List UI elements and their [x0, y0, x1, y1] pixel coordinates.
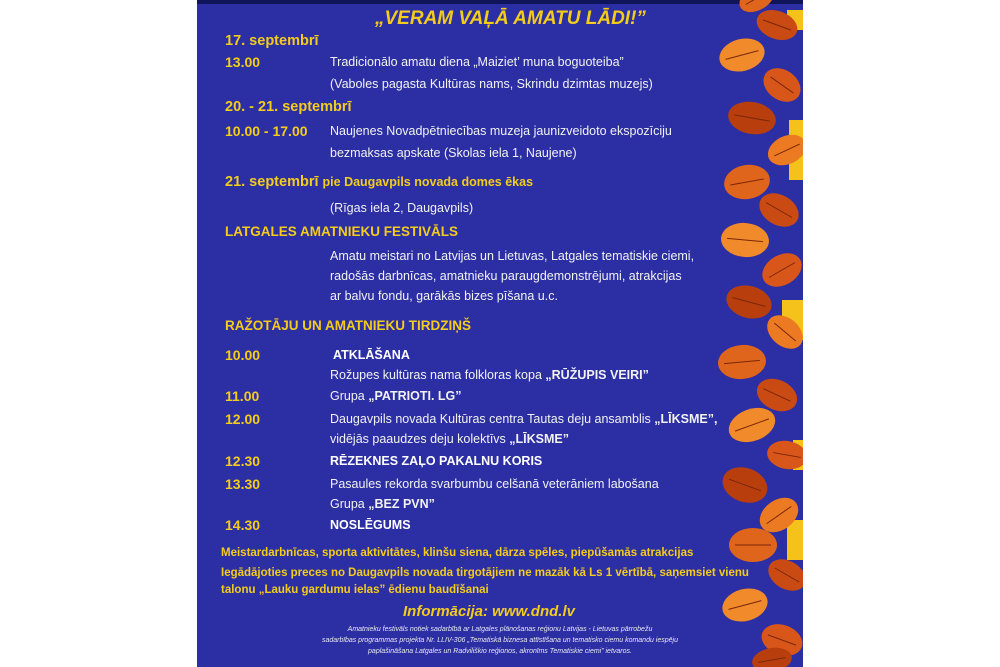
closing-label: NOSLĒGUMS — [330, 518, 411, 532]
notes-line3: talonu „Lauku gardumu ielas” ēdienu baudīšanai — [221, 584, 489, 596]
festival-heading: LATGALES AMATNIEKU FESTIVĀLS — [225, 224, 458, 239]
patrioti-name: „PATRIOTI. LG” — [368, 389, 462, 403]
bez-pvn-prefix: Grupa — [330, 497, 369, 511]
leaf — [756, 247, 803, 294]
time-10-00: 10.00 — [225, 347, 261, 363]
info-line: Informācija: www.dnd.lv — [403, 603, 575, 620]
folklore-group-name: „RŪŽUPIS VEIRI” — [545, 368, 649, 382]
sec2-line2: bezmaksas apskate (Skolas iela 1, Naujene) — [330, 146, 577, 160]
festival-line3: ar balvu fondu, garākās bizes pīšana u.c. — [330, 289, 558, 303]
venue-label: pie Daugavpils novada domes ēkas — [322, 175, 534, 189]
festival-line2: radošās darbnīcas, amatnieku paraugdemonstrējumi, atrakcijas — [330, 269, 682, 283]
notes-line2: Iegādājoties preces no Daugavpils novada tirgotājiem ne mazāk kā Ls 1 vērtībā, saņemsiet vienu — [221, 567, 749, 579]
date-21-september — [225, 174, 533, 190]
yellow-leaf-patch — [787, 520, 803, 560]
event-poster — [197, 0, 803, 667]
time-13-00: 13.00 — [225, 54, 261, 70]
sec1-line2: (Vaboles pagasta Kultūras nams, Skrindu dzimtas muzejs) — [330, 77, 653, 91]
time-12-30: 12.30 — [225, 453, 261, 469]
opening-label: ATKLĀŠANA — [333, 348, 410, 362]
market-heading: RAŽOTĀJU UN AMATNIEKU TIRDZIŅŠ — [225, 318, 471, 333]
date-20-21-september: 20. - 21. septembrī — [225, 99, 352, 115]
time-11-00: 11.00 — [225, 388, 260, 404]
record-line: Pasaules rekorda svarbumbu celšanā veterāniem labošana — [330, 477, 659, 491]
dance-ensemble-line — [330, 412, 717, 426]
time-13-30: 13.30 — [225, 476, 261, 492]
dance-ensemble-desc: Daugavpils novada Kultūras centra Tautas deju ansamblis — [330, 412, 655, 426]
time-12-00: 12.00 — [225, 411, 261, 427]
footer-line1: Amatnieku festivāls notiek sadarbībā ar Latgales plānošanas reģionu Latvijas - Lietuvas pārrobežu — [347, 626, 653, 633]
folklore-group-line — [330, 368, 649, 382]
time-10-17: 10.00 - 17.00 — [225, 123, 308, 139]
sec1-line1: Tradicionālo amatu diena „Maiziet’ muna boguoteiba” — [330, 55, 624, 69]
choir-label: RĒZEKNES ZAĻO PAKALNU KORIS — [330, 454, 543, 468]
leaf — [757, 61, 803, 109]
festival-line1: Amatu meistari no Latvijas un Lietuvas, Latgales tematiskie ciemi, — [330, 249, 695, 263]
sec2-line1: Naujenes Novadpētniecības muzeja jaunizveidoto ekspozīciju — [330, 124, 672, 138]
time-14-30: 14.30 — [225, 517, 261, 533]
bez-pvn-line — [330, 497, 435, 511]
footer-line3: paplašināšana Latgales un Radviliškio reģionos, akronīms Tematiskie ciemi” ietvaros. — [368, 648, 632, 655]
dance-collective-name: „LĪKSME” — [509, 432, 570, 446]
folklore-group-desc: Rožupes kultūras nama folkloras kopa — [330, 368, 546, 382]
date-17-september: 17. septembrī — [225, 33, 319, 49]
bez-pvn-name: „BEZ PVN” — [368, 497, 435, 511]
poster-title: „VERAM VAĻĀ AMATU LĀDI!” — [375, 8, 646, 29]
patrioti-line — [330, 389, 462, 403]
footer-line2: sadarbības programmas projekta Nr. LLIV-306 „Tematiskā biznesa attīstīšana un tematisko ciemu komandu iespēju — [321, 637, 678, 644]
dance-ensemble-name: „LĪKSME”, — [654, 412, 718, 426]
date-21-september-label: 21. septembrī — [225, 174, 319, 190]
dance-collective-desc: vidējās paaudzes deju kolektīvs — [330, 432, 510, 446]
patrioti-prefix: Grupa — [330, 389, 369, 403]
venue-address: (Rīgas iela 2, Daugavpils) — [330, 201, 474, 215]
notes-line1: Meistardarbnīcas, sporta aktivitātes, klinšu siena, dārza spēles, piepūšamās atrakcijas — [221, 547, 694, 559]
dance-collective-line — [330, 432, 569, 446]
